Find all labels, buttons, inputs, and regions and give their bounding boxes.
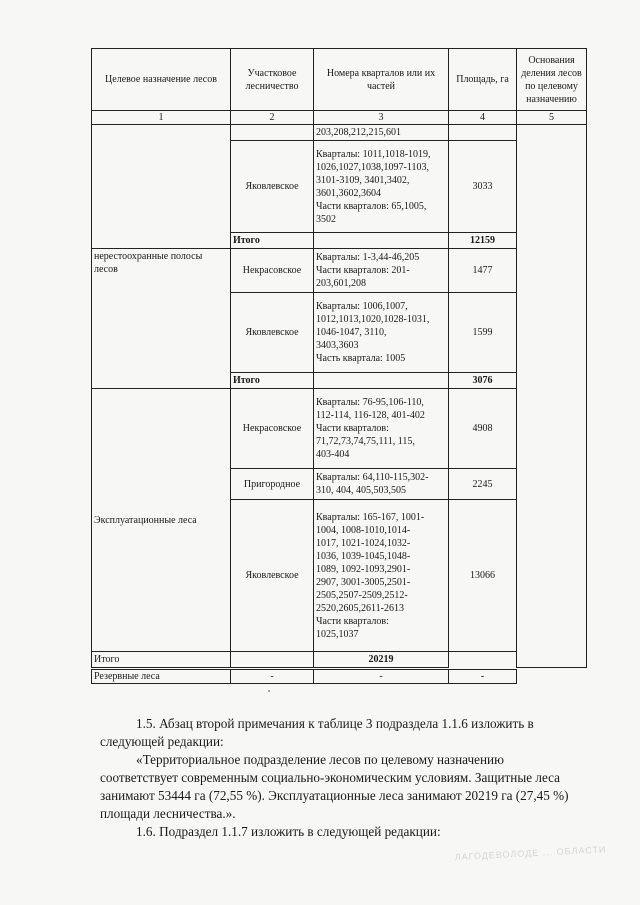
quarters-line: 203,601,208 <box>316 278 366 289</box>
purpose-cell-continued <box>92 125 231 249</box>
header-forestry: Участковое лесничество <box>231 49 314 111</box>
quarters-cell <box>314 141 449 233</box>
table-header-row <box>92 49 587 111</box>
column-number: 2 <box>231 111 314 125</box>
column-number: 4 <box>449 111 517 125</box>
total-area: 20219 <box>314 652 449 668</box>
quarters-line: 1004, 1008-1010,1014- <box>316 524 411 536</box>
forestry-cell: Некрасовское <box>231 249 314 293</box>
faded-stamp: ЛАГОДЕВОЛОДЕ ... ОБЛАСТИ <box>454 844 607 863</box>
quarters-line: Кварталы: 76-95,106-110, <box>316 397 424 408</box>
quarters-line: 1026,1027,1038,1097-1103, <box>316 161 429 173</box>
quarters-line: 403-404 <box>316 449 350 460</box>
table-row <box>92 389 587 469</box>
forestry-cell: Яковлевское <box>231 293 314 373</box>
quarters-line: 1046-1047, 3110, <box>316 327 387 338</box>
reserve-dash: - <box>449 670 517 684</box>
quarters-line: Кварталы: 165-167, 1001- <box>316 511 425 523</box>
quarters-line: 1036, 1039-1045,1048- <box>316 550 411 562</box>
scan-speck <box>268 690 270 692</box>
header-quarters: Номера кварталов или их частей <box>314 49 449 111</box>
total-row <box>92 652 587 668</box>
area-cell <box>449 125 517 141</box>
area-cell: 13066 <box>449 500 517 652</box>
purpose-cell: Эксплуатационные леса <box>92 389 231 652</box>
reserve-label: Резервные леса <box>92 670 231 684</box>
quarters-cell <box>314 249 449 293</box>
quarters-cell <box>314 373 449 389</box>
quarters-line: 112-114, 116-128, 401-402 <box>316 410 425 421</box>
quarters-line: Части кварталов: 65,1005, <box>316 200 427 212</box>
quarters-line: 71,72,73,74,75,111, 115, <box>316 436 415 447</box>
forestry-cell: Яковлевское <box>231 500 314 652</box>
total-label: Итого <box>231 373 314 389</box>
paragraph-quote: «Территориальное подразделение лесов по целевому назначению соответствует современным социально-экономическим условиям. Защитные леса занимают 53444 га (72,55 %). Эксплуатационные леса занимают 20219 га (27,45 %) площади лесничества.». <box>100 752 569 821</box>
quarters-line: 3101-3109, 3401,3402, <box>316 174 410 186</box>
forestry-cell: Пригородное <box>231 469 314 500</box>
column-number: 5 <box>517 111 587 125</box>
paragraph-1-5: 1.5. Абзац второй примечания к таблице 3 подраздела 1.1.6 изложить в следующей редакции: <box>100 716 534 749</box>
quarters-line: 1012,1013,1020,1028-1031, <box>316 314 430 325</box>
area-cell: 1477 <box>449 249 517 293</box>
quarters-cell <box>314 293 449 373</box>
quarters-line: Кварталы: 1-3,44-46,205 <box>316 252 420 263</box>
quarters-line: 1089, 1092-1093,2901- <box>316 563 411 575</box>
header-purpose: Целевое назначение лесов <box>92 49 231 111</box>
quarters-line: 310, 404, 405,503,505 <box>316 485 406 496</box>
total-area: 3076 <box>449 373 517 389</box>
area-cell: 4908 <box>449 389 517 469</box>
quarters-line: Части кварталов: 201- <box>316 265 410 276</box>
forestry-cell: Некрасовское <box>231 389 314 469</box>
forest-purpose-table <box>91 48 587 668</box>
quarters-line: 1017, 1021-1024,1032- <box>316 537 411 549</box>
header-basis: Основания деления лесов по целевому назначению <box>517 49 587 111</box>
quarters-cell <box>314 500 449 652</box>
quarters-line: Кварталы: 1006,1007, <box>316 301 408 312</box>
area-cell: 2245 <box>449 469 517 500</box>
quarters-line: 1025,1037 <box>316 628 359 640</box>
column-number: 1 <box>92 111 231 125</box>
total-label: Итого <box>231 233 314 249</box>
table-row <box>92 125 587 141</box>
quarters-line: Кварталы: 1011,1018-1019, <box>316 148 431 160</box>
reserve-dash: - <box>314 670 449 684</box>
reserve-dash: - <box>231 670 314 684</box>
column-number: 3 <box>314 111 449 125</box>
purpose-cell: нерестоохранные полосы лесов <box>92 249 231 389</box>
reserve-empty <box>517 670 587 684</box>
header-area: Площадь, га <box>449 49 517 111</box>
quarters-line: 3601,3602,3604 <box>316 187 381 199</box>
quarters-line: Части кварталов: <box>316 423 389 434</box>
basis-cell <box>517 125 587 668</box>
quarters-line: 3502 <box>316 213 336 225</box>
quarters-cell <box>231 652 314 668</box>
quarters-line: 3403,3603 <box>316 340 359 351</box>
quarters-line: Кварталы: 64,110-115,302- <box>316 472 429 483</box>
quarters-line: 2520,2605,2611-2613 <box>316 602 404 614</box>
total-label: Итого <box>92 652 231 668</box>
area-cell: 1599 <box>449 293 517 373</box>
forestry-cell: Яковлевское <box>231 141 314 233</box>
quarters-line: 2505,2507-2509,2512- <box>316 589 408 601</box>
area-cell: 3033 <box>449 141 517 233</box>
reserve-forest-row-table <box>91 669 587 684</box>
quarters-cell <box>314 389 449 469</box>
paragraph-1-6: 1.6. Подраздел 1.1.7 изложить в следующей редакции: <box>136 824 441 839</box>
table-row <box>92 249 587 293</box>
forestry-cell <box>231 125 314 141</box>
quarters-line: 2907, 3001-3005,2501- <box>316 576 411 588</box>
column-number-row <box>92 111 587 125</box>
quarters-cell <box>314 469 449 500</box>
quarters-line: Часть квартала: 1005 <box>316 353 406 364</box>
quarters-cell: 203,208,212,215,601 <box>314 125 449 141</box>
total-area: 12159 <box>449 233 517 249</box>
reserve-row <box>92 670 587 684</box>
quarters-line: Части кварталов: <box>316 615 389 627</box>
quarters-cell <box>314 233 449 249</box>
